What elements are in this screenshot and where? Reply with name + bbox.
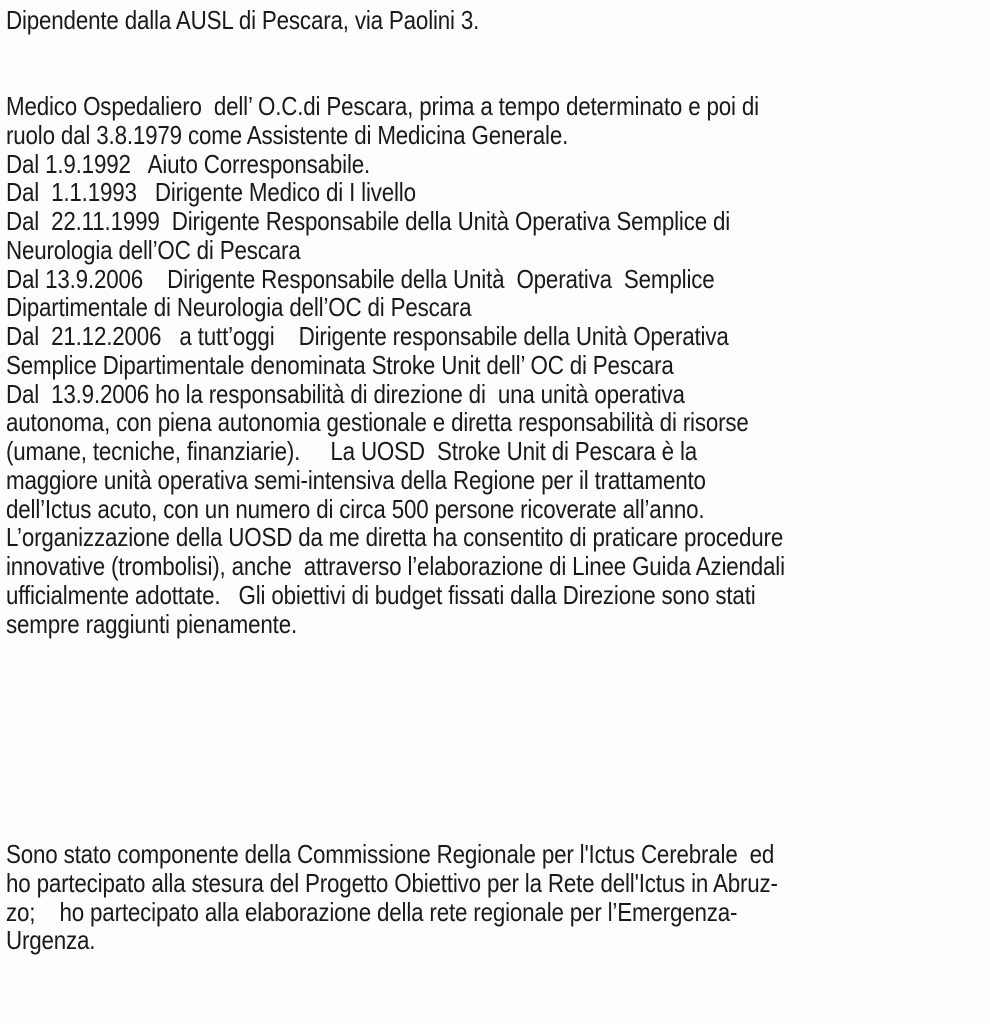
career-line: innovative (trombolisi), anche attraverso l’elaborazione di Linee Guida Aziendali (6, 551, 785, 581)
career-line: Dal 22.11.1999 Dirigente Responsabile della Unità Operativa Semplice di (6, 206, 731, 236)
career-line: L’organizzazione della UOSD da me diretta ha consentito di praticare procedure (6, 522, 784, 552)
commission-line: Sono stato componente della Commissione Regionale per l'Ictus Cerebrale ed (6, 839, 775, 869)
commission-line: ho partecipato alla stesura del Progetto Obiettivo per la Rete dell'Ictus in Abruz- (6, 868, 778, 898)
career-line: Dal 1.9.1992 Aiuto Corresponsabile. (6, 149, 371, 179)
career-line: (umane, tecniche, finanziarie). La UOSD Stroke Unit di Pescara è la (6, 436, 698, 466)
career-line: Semplice Dipartimentale denominata Stroke Unit dell’ OC di Pescara (6, 350, 674, 380)
career-line: Dal 13.9.2006 Dirigente Responsabile della Unità Operativa Semplice (6, 264, 715, 294)
career-line: Dipartimentale di Neurologia dell’OC di Pescara (6, 292, 472, 322)
career-line: Dal 21.12.2006 a tutt’oggi Dirigente responsabile della Unità Operativa (6, 321, 729, 351)
commission-line: zo; ho partecipato alla elaborazione della rete regionale per l’Emergenza- (6, 897, 738, 927)
career-line: autonoma, con piena autonomia gestionale e diretta responsabilità di risorse (6, 407, 749, 437)
career-line: Neurologia dell’OC di Pescara (6, 235, 301, 265)
career-line: dell’Ictus acuto, con un numero di circa 500 persone ricoverate all’anno. (6, 494, 705, 524)
career-line: Dal 1.1.1993 Dirigente Medico di I livello (6, 177, 416, 207)
career-line: Medico Ospedaliero dell’ O.C.di Pescara, prima a tempo determinato e poi di (6, 91, 759, 121)
employer-line: Dipendente dalla AUSL di Pescara, via Paolini 3. (6, 5, 480, 35)
career-line: sempre raggiunti pienamente. (6, 609, 298, 639)
career-line: maggiore unità operativa semi-intensiva della Regione per il trattamento (6, 465, 706, 495)
career-line: ruolo dal 3.8.1979 come Assistente di Medicina Generale. (6, 120, 569, 150)
career-line: Dal 13.9.2006 ho la responsabilità di direzione di una unità operativa (6, 379, 685, 409)
commission-line: Urgenza. (6, 925, 96, 955)
career-line: ufficialmente adottate. Gli obiettivi di budget fissati dalla Direzione sono stati (6, 580, 756, 610)
